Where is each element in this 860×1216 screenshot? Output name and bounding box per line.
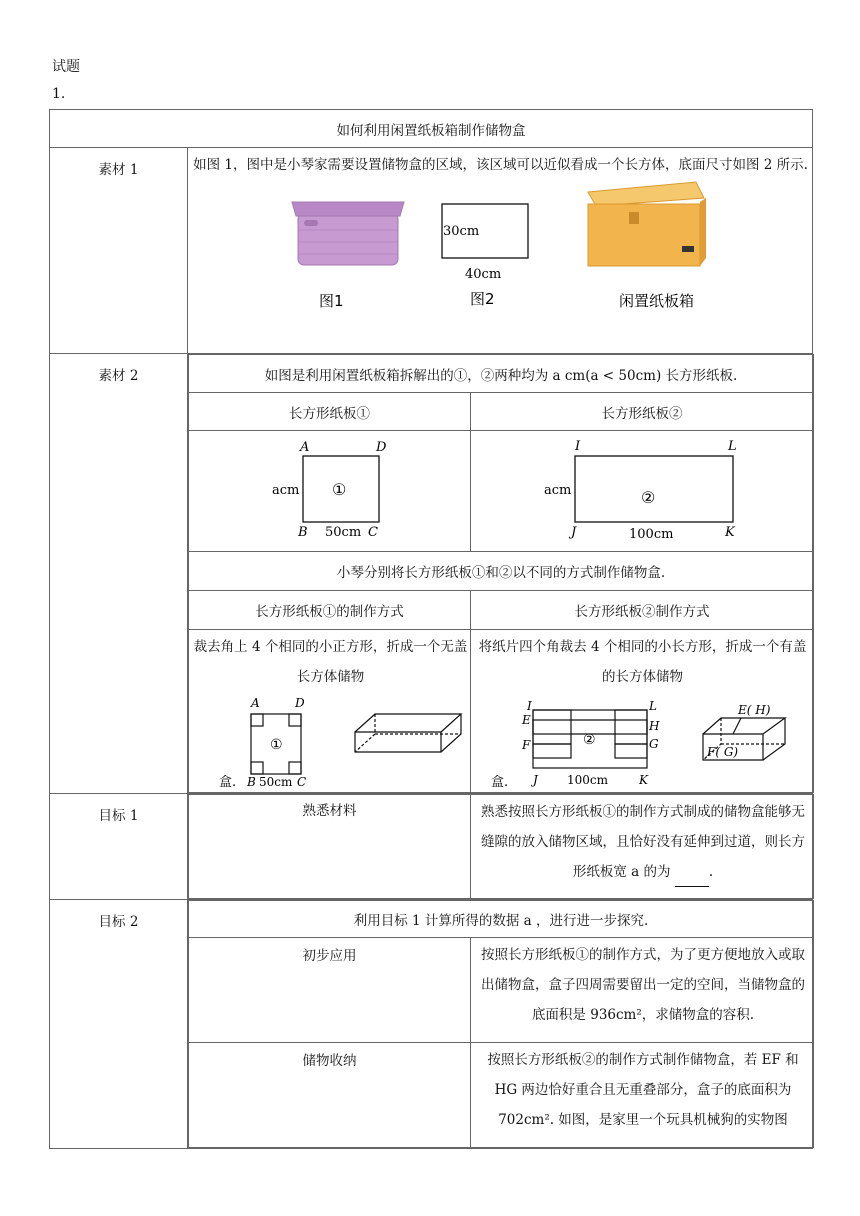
goal2-row2-label: 储物收纳 (189, 1043, 471, 1148)
fig2-width-label: 40cm (465, 267, 502, 282)
board1-side-label: acm (272, 483, 300, 498)
board1-title: 长方形纸板① (189, 393, 471, 431)
material1-text: 如图 1，图中是小琴家需要设置储物盒的区域，该区域可以近似看成一个长方体，底面尺寸如图 2 所示. (193, 157, 808, 173)
m2-label-G: G (649, 737, 659, 751)
board2-label-L: L (728, 439, 737, 454)
goal1-text-block (475, 797, 811, 887)
problem-table (49, 109, 813, 1149)
m1-label-B: B (247, 775, 256, 788)
method1-suffix: 盒. (219, 775, 237, 788)
m2-label-E: E (522, 713, 531, 727)
material2-text-content: 如图是利用闲置纸板箱拆解出的①，②两种均为 a cm(a < 50cm) 长方形纸板. (264, 367, 738, 384)
question-number: 1. (52, 86, 66, 102)
goal2-row2-text: 按照长方形纸板②的制作方式制作储物盒，若 EF 和 HG 两边恰好重合且无重叠部分，盒子的底面积为 702cm². 如图，是家里一个玩具机械狗的实物图 (487, 1052, 799, 1128)
board2-label-K: K (725, 525, 735, 540)
board2-width-label: 100cm (629, 527, 674, 542)
board1-label-A: A (300, 440, 310, 455)
caption-fig2: 图2 (470, 290, 495, 308)
caption-cardboard: 闲置纸板箱 (619, 292, 695, 310)
method1-title: 长方形纸板①的制作方式 (189, 591, 471, 630)
m1-width-label: 50cm (259, 775, 293, 788)
m2-label-F: F (522, 738, 531, 752)
goal1-text: 熟悉按照长方形纸板①的制作方式制成的储物盒能够无缝隙的放入储物区域，且恰好没有延伸到过道，则长方形纸板宽 a 的为 (481, 804, 805, 880)
m2-box-front-label: F( G) (707, 745, 739, 759)
method2-title: 长方形纸板②制作方式 (471, 591, 814, 630)
goal1-answer-blank[interactable] (675, 872, 709, 887)
goal1-mid: 熟悉材料 (189, 795, 471, 899)
board1-label-D: D (376, 440, 387, 455)
board1-label-C: C (368, 525, 378, 540)
board1-figure (189, 431, 471, 547)
m2-width-label: 100cm (567, 773, 609, 787)
board2-figure (471, 431, 814, 547)
material2-mid-text: 小琴分别将长方形纸板①和②以不同的方式制作储物盒. (189, 552, 814, 591)
m2-label-K: K (639, 773, 648, 787)
m2-label-I: I (527, 699, 532, 713)
m1-label-A: A (251, 696, 260, 710)
goal2-row1-text: 按照长方形纸板①的制作方式，为了更方便地放入或取出储物盒，盒子四周需要留出一定的空间，当储物盒的底面积是 936cm²，求储物盒的容积. (481, 947, 805, 1023)
goal2-row1-label: 初步应用 (189, 938, 471, 1043)
board2-label-J: J (571, 525, 577, 540)
method1-text: 裁去角上 4 个相同的小正方形，折成一个无盖长方体储物 (193, 639, 468, 685)
method2-figure (471, 692, 814, 788)
caption-fig1: 图1 (319, 292, 344, 310)
board2-title: 长方形纸板② (471, 393, 814, 431)
board2-mark: ② (641, 488, 656, 507)
m2-label-J: J (533, 773, 538, 787)
header-label: 试题 (52, 59, 80, 75)
material2-text (189, 355, 814, 393)
table-title: 如何利用闲置纸板箱制作储物盒 (50, 110, 813, 148)
m1-label-D: D (295, 696, 305, 710)
m2-label-H: H (649, 719, 660, 733)
fig2-height-label: 30cm (443, 224, 480, 239)
method1-figure (189, 692, 471, 788)
board2-label-I: I (575, 439, 581, 454)
goal1-end: . (708, 864, 714, 880)
board2-side-label: acm (544, 483, 572, 498)
board1-width-label: 50cm (325, 525, 362, 540)
cardboard-box-image (588, 182, 706, 266)
m2-box-top-label: E( H) (738, 703, 771, 717)
goal2-text: 利用目标 1 计算所得的数据 a ，进行进一步探究. (189, 901, 814, 938)
m1-mark: ① (270, 737, 283, 753)
method2-suffix: 盒. (491, 775, 509, 788)
open-box-drawing (355, 714, 461, 752)
m1-label-C: C (297, 775, 307, 788)
material1-figures (188, 180, 813, 320)
purple-storage-box-image (292, 202, 404, 265)
board1-mark: ① (332, 480, 347, 499)
material1-label: 素材 1 (50, 148, 188, 354)
method2-text: 将纸片四个角裁去 4 个相同的小长方形，折成一个有盖的长方体储物 (478, 639, 807, 685)
goal2-label: 目标 2 (50, 900, 188, 1149)
board1-label-B: B (298, 525, 308, 540)
material2-label: 素材 2 (50, 354, 188, 794)
m2-label-L: L (649, 699, 657, 713)
goal1-label: 目标 1 (50, 794, 188, 900)
m2-mark: ② (583, 732, 596, 748)
